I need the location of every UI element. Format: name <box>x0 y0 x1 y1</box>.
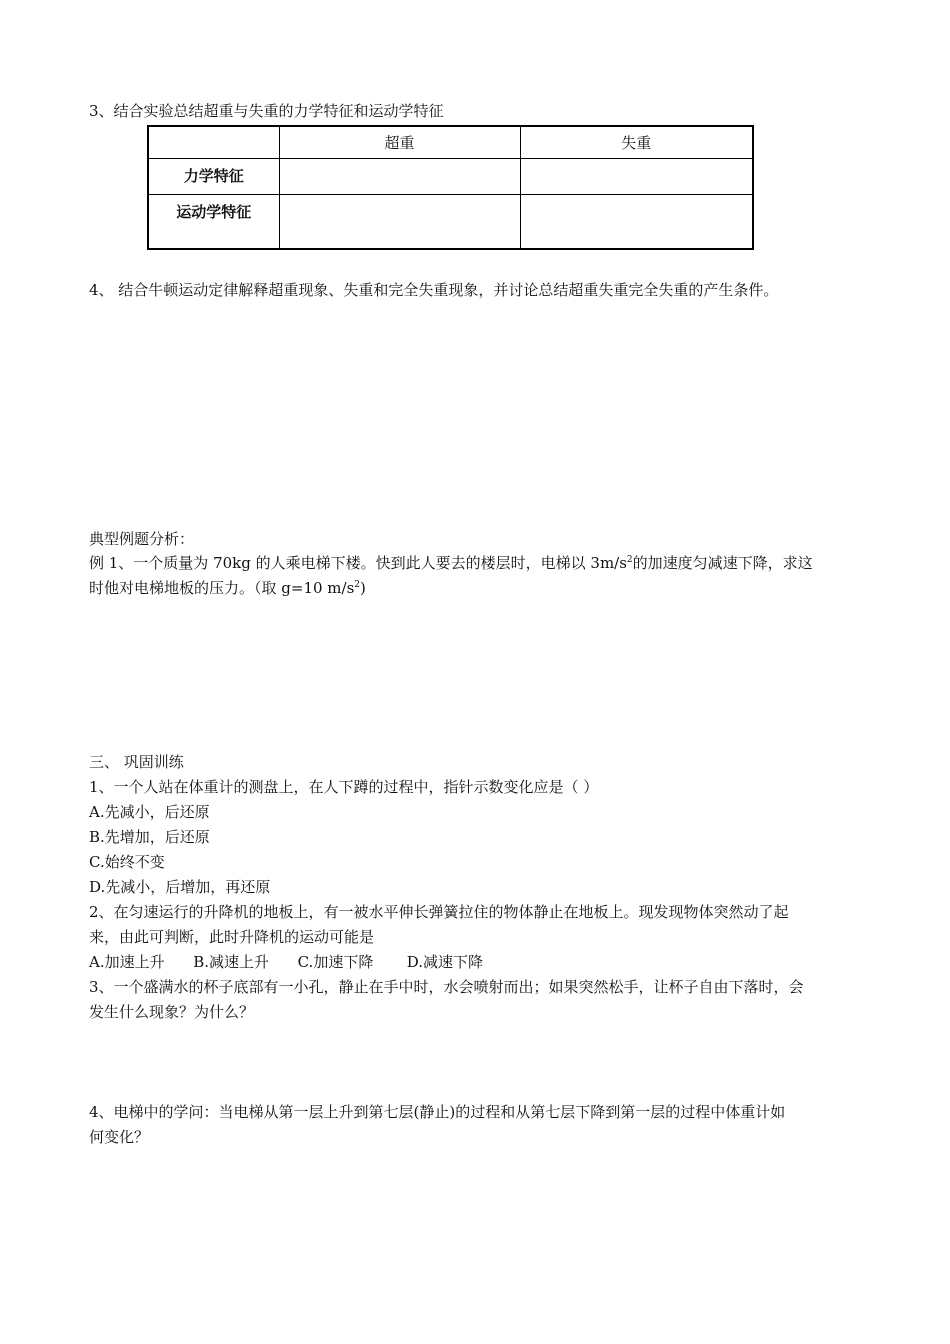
table-row <box>148 195 753 249</box>
practice-1-option-d: D.先减小，后增加，再还原 <box>89 878 271 896</box>
table-header-weightless: 失重 <box>520 126 753 159</box>
example-1-text-c: 时他对电梯地板的压力。（取 g=10 m/s <box>89 579 355 597</box>
question-4-title: 4、 结合牛顿运动定律解释超重现象、失重和完全失重现象，并讨论总结超重失重完全失重的产生条件。 <box>89 281 779 299</box>
table-cell-blank <box>520 159 753 195</box>
example-1-text-b: 的加速度匀减速下降，求这 <box>632 554 813 572</box>
practice-1-option-a: A.先减小，后还原 <box>89 803 210 821</box>
example-heading: 典型例题分析： <box>89 530 195 548</box>
practice-2-stem-line-2: 来，由此可判断，此时升降机的运动可能是 <box>89 928 375 946</box>
practice-2-options: A.加速上升 B.减速上升 C.加速下降 D.减速下降 <box>89 953 483 971</box>
practice-2-stem-line-1: 2、在匀速运行的升降机的地板上，有一被水平伸长弹簧拉住的物体静止在地板上。现发现物体突然动了起 <box>89 903 789 921</box>
superscript: 2 <box>354 580 361 590</box>
practice-4-line-2: 何变化？ <box>89 1128 150 1146</box>
table-cell-blank <box>279 159 520 195</box>
features-table <box>147 125 754 250</box>
table-row <box>148 159 753 195</box>
superscript: 2 <box>626 555 633 565</box>
table-header-empty <box>148 126 279 159</box>
row-label-kinematic: 运动学特征 <box>148 195 279 249</box>
table-header-row <box>148 126 753 159</box>
table-cell-blank <box>279 195 520 249</box>
example-1-line-2 <box>89 578 366 598</box>
practice-1-option-c: C.始终不变 <box>89 853 165 871</box>
table-cell-blank <box>520 195 753 249</box>
table-header-overweight: 超重 <box>279 126 520 159</box>
features-table-container <box>147 125 752 248</box>
practice-3-line-2: 发生什么现象？为什么？ <box>89 1003 255 1021</box>
question-3-title: 3、结合实验总结超重与失重的力学特征和运动学特征 <box>89 102 444 120</box>
practice-4-line-1: 4、电梯中的学问：当电梯从第一层上升到第七层(静止)的过程和从第七层下降到第一层的过程中体重计如 <box>89 1103 786 1121</box>
practice-1-option-b: B.先增加，后还原 <box>89 828 210 846</box>
example-1-text-a: 例 1、一个质量为 70kg 的人乘电梯下楼。快到此人要去的楼层时，电梯以 3m/s <box>89 554 627 572</box>
example-1-text-d: ) <box>360 579 366 597</box>
practice-3-line-1: 3、一个盛满水的杯子底部有一小孔，静止在手中时，水会喷射而出；如果突然松手，让杯子自由下落时，会 <box>89 978 804 996</box>
practice-1-stem: 1、一个人站在体重计的测盘上，在人下蹲的过程中，指针示数变化应是（ ） <box>89 778 599 796</box>
example-1-line-1 <box>89 553 813 573</box>
row-label-mechanical: 力学特征 <box>148 159 279 195</box>
section-3-heading: 三、 巩固训练 <box>89 753 184 771</box>
